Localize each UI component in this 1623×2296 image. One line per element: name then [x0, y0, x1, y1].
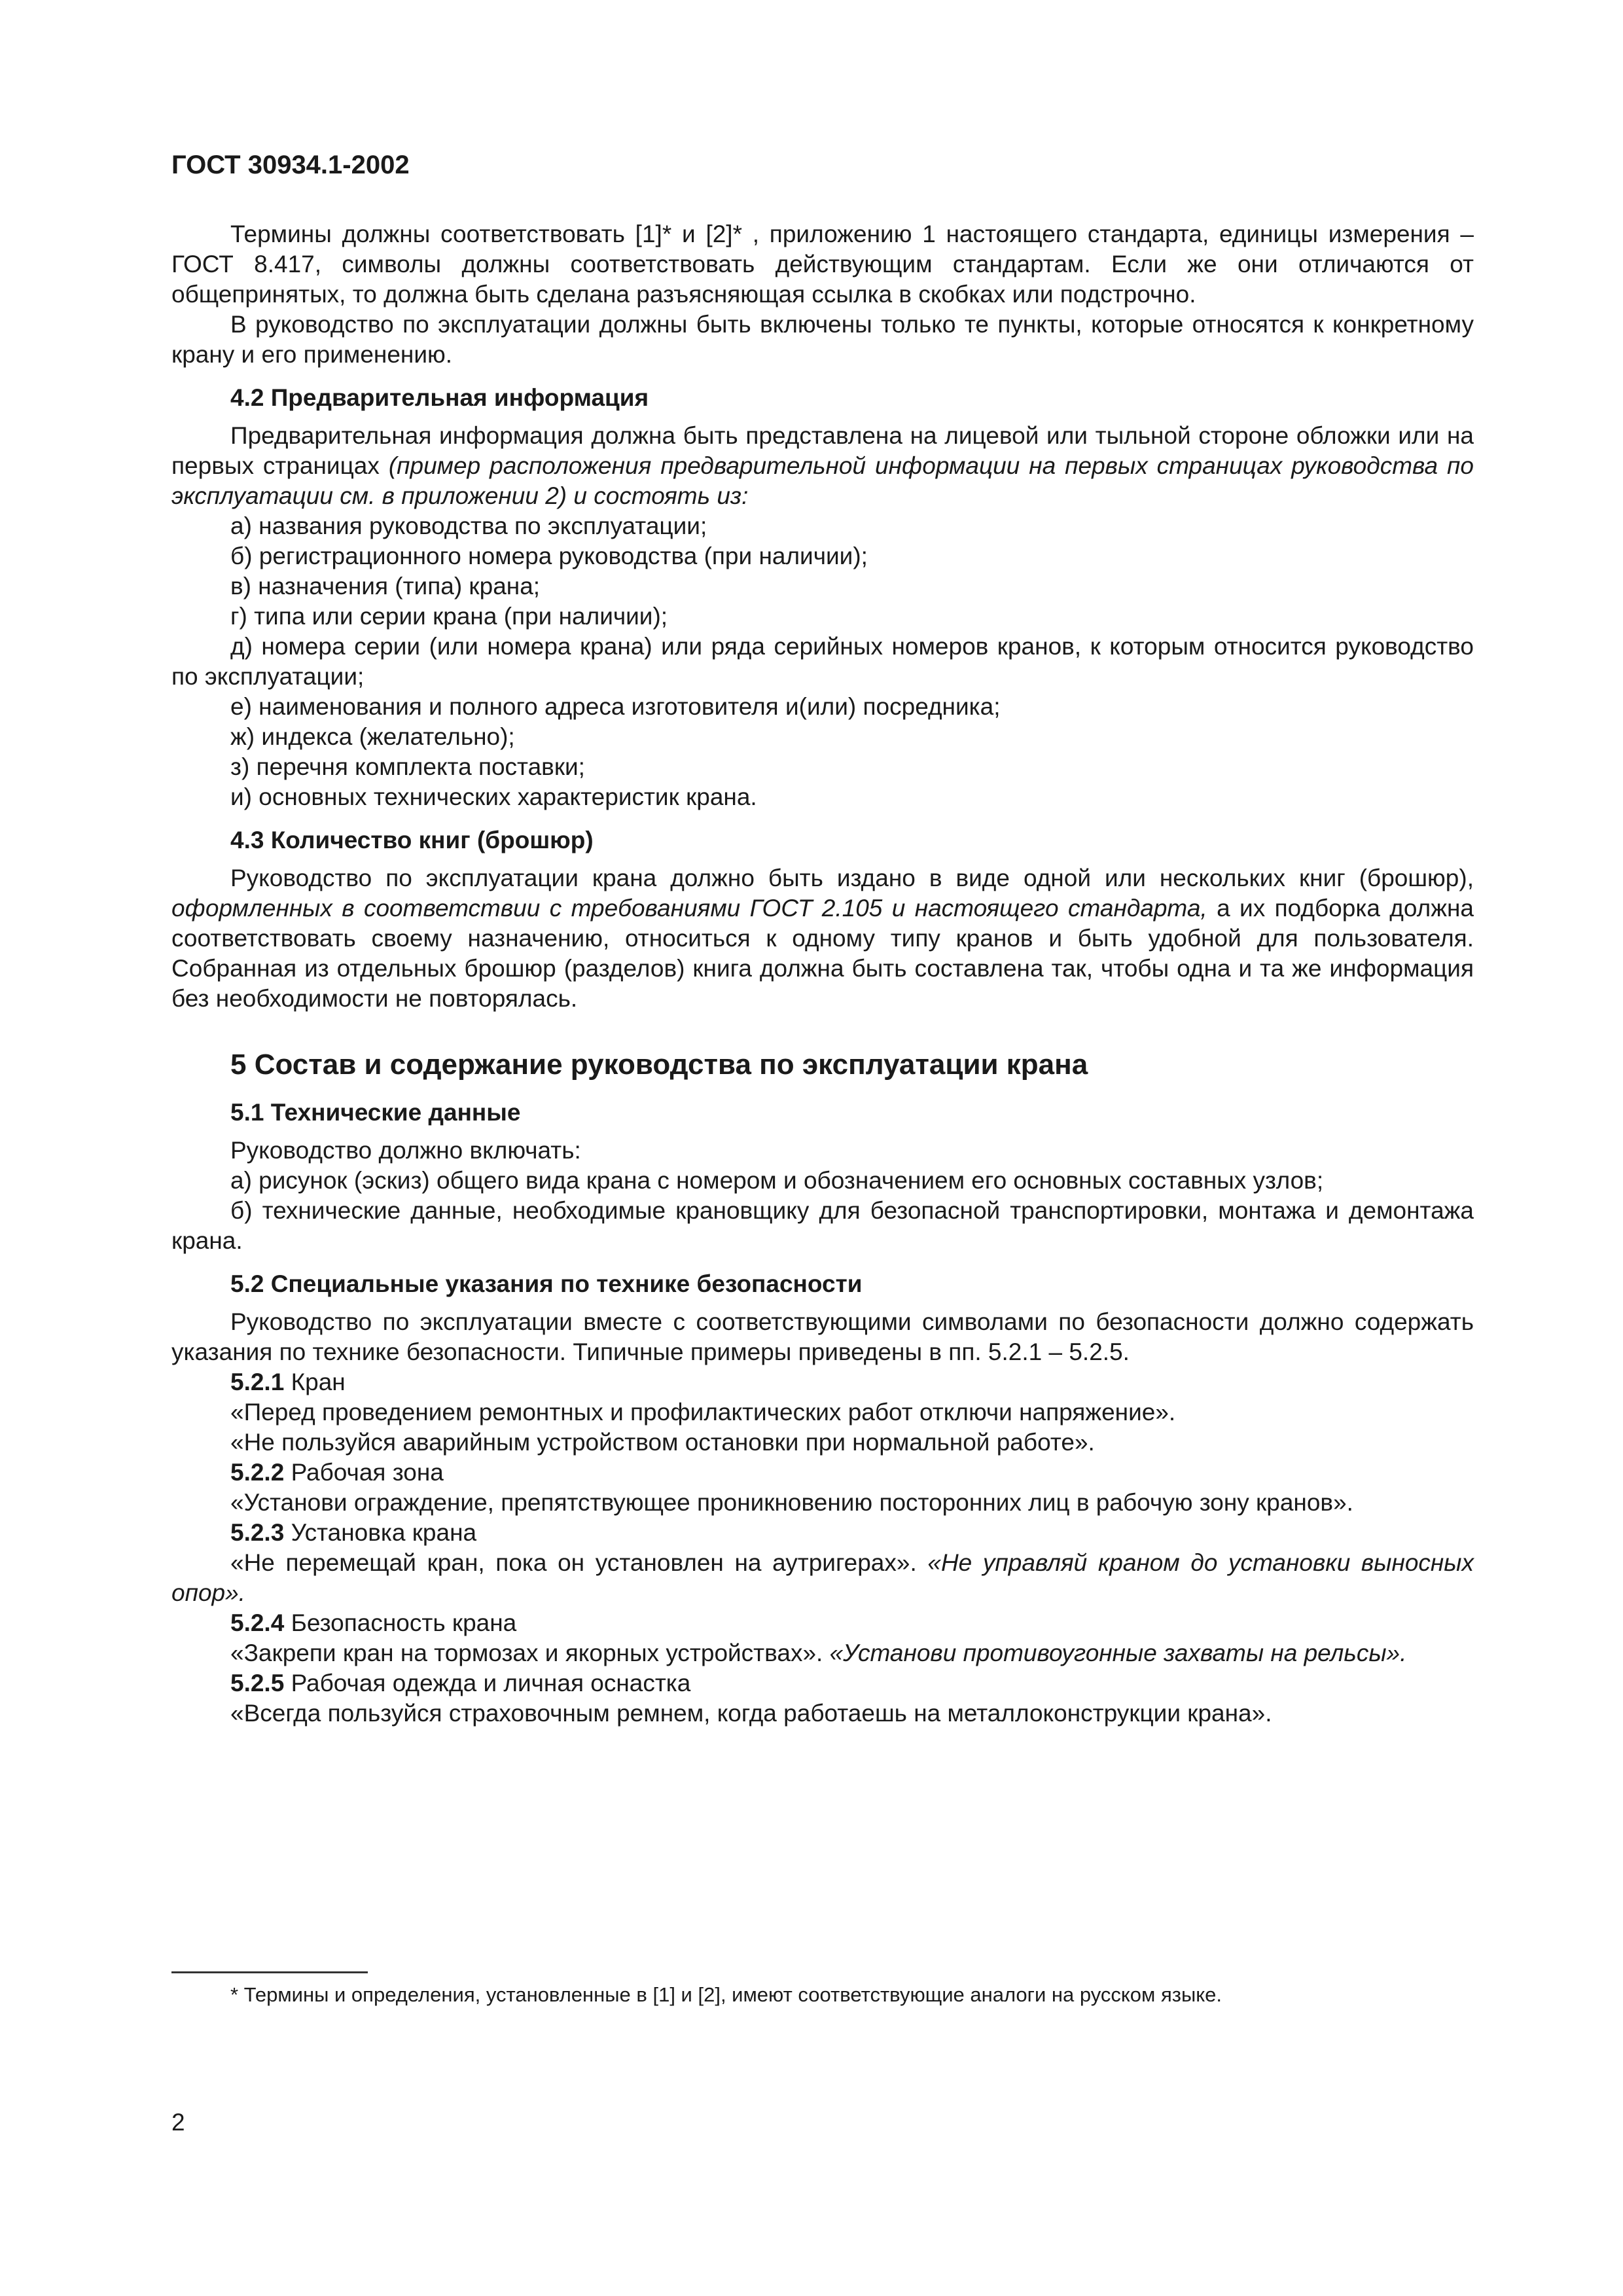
section-5-1-title: 5.1 Технические данные — [230, 1099, 521, 1126]
section-5-title: 5 Состав и содержание руководства по эксплуатации крана — [230, 1049, 1088, 1081]
list-item: з) перечня комплекта поставки; — [230, 753, 585, 780]
list-item: а) названия руководства по эксплуатации; — [230, 512, 707, 539]
section-5-2-lead: Руководство по эксплуатации вместе с соответствующими символами по безопасности должно содержать указания по технике безопасности. Типичные примеры приведены в пп. 5.2.1 – 5.2.5. — [171, 1308, 1474, 1365]
section-4-2-title: 4.2 Предварительная информация — [230, 384, 649, 411]
subsection-5-2-5-heading: 5.2.5 Рабочая одежда и личная оснастка — [230, 1670, 691, 1696]
list-item: в) назначения (типа) крана; — [230, 573, 541, 600]
list-item: ж) индекса (желательно); — [230, 723, 515, 750]
subsection-5-2-3-heading: 5.2.3 Установка крана — [230, 1519, 477, 1546]
footnote-divider — [171, 1971, 368, 1973]
section-5-1-lead: Руководство должно включать: — [230, 1137, 581, 1164]
list-item: г) типа или серии крана (при наличии); — [230, 603, 668, 630]
list-item: а) рисунок (эскиз) общего вида крана с номером и обозначением его основных составных узлов; — [230, 1167, 1324, 1194]
safety-note: «Всегда пользуйся страховочным ремнем, когда работаешь на металлоконструкции крана». — [230, 1700, 1272, 1727]
footnote: * Термины и определения, установленные в [1] и [2], имеют соответствующие аналоги на русском языке. — [230, 1983, 1222, 2006]
list-item: е) наименования и полного адреса изготовителя и(или) посредника; — [230, 693, 1001, 720]
safety-note: «Установи ограждение, препятствующее проникновению посторонних лиц в рабочую зону кранов». — [230, 1489, 1353, 1516]
section-4-2-lead: Предварительная информация должна быть представлена на лицевой или тыльной стороне обложки или на первых страницах (пример расположения предварительной информации на первых страницах руководства по эксплуатации см. в приложении 2) и состоять из: — [171, 422, 1474, 509]
list-item: д) номера серии (или номера крана) или ряда серийных номеров кранов, к которым относится руководство по эксплуатации; — [171, 633, 1474, 690]
section-5-2-title: 5.2 Специальные указания по технике безопасности — [230, 1270, 863, 1297]
safety-note: «Не перемещай кран, пока он установлен на аутригерах». «Не управляй краном до установки выносных опор». — [171, 1549, 1474, 1606]
safety-note: «Перед проведением ремонтных и профилактических работ отключи напряжение». — [230, 1399, 1176, 1426]
section-4-3-title: 4.3 Количество книг (брошюр) — [230, 827, 594, 853]
document-page — [171, 151, 1474, 1729]
page-number: 2 — [171, 2109, 185, 2136]
section-4-3-text: Руководство по эксплуатации крана должно быть издано в виде одной или нескольких книг (брошюр), оформленных в соответствии с требованиями ГОСТ 2.105 и настоящего стандарта, а их подборка должна соответствовать своему назначению, относиться к одному типу кранов и быть удобной для пользователя. Собранная из отдельных брошюр (разделов) книга должна быть составлена так, чтобы одна и та же информация без необходимости не повторялась. — [171, 865, 1474, 1012]
subsection-5-2-1-heading: 5.2.1 Кран — [230, 1369, 346, 1395]
document-id: ГОСТ 30934.1-2002 — [171, 151, 410, 179]
intro-paragraph-1: Термины должны соответствовать [1]* и [2]* , приложению 1 настоящего стандарта, единицы измерения – ГОСТ 8.417, символы должны соответствовать действующим стандартам. Если же они отличаются от общепринятых, то должна быть сделана разъясняющая ссылка в скобках или подстрочно. — [171, 221, 1474, 308]
list-item: б) технические данные, необходимые крановщику для безопасной транспортировки, монтажа и демонтажа крана. — [171, 1197, 1474, 1254]
subsection-5-2-4-heading: 5.2.4 Безопасность крана — [230, 1609, 517, 1636]
list-item: б) регистрационного номера руководства (при наличии); — [230, 543, 868, 569]
subsection-5-2-2-heading: 5.2.2 Рабочая зона — [230, 1459, 444, 1486]
safety-note: «Не пользуйся аварийным устройством остановки при нормальной работе». — [230, 1429, 1095, 1456]
safety-note: «Закрепи кран на тормозах и якорных устройствах». «Установи противоугонные захваты на рельсы». — [230, 1640, 1407, 1666]
list-item: и) основных технических характеристик крана. — [230, 783, 757, 810]
intro-paragraph-2: В руководство по эксплуатации должны быть включены только те пункты, которые относятся к конкретному крану и его применению. — [171, 311, 1474, 368]
